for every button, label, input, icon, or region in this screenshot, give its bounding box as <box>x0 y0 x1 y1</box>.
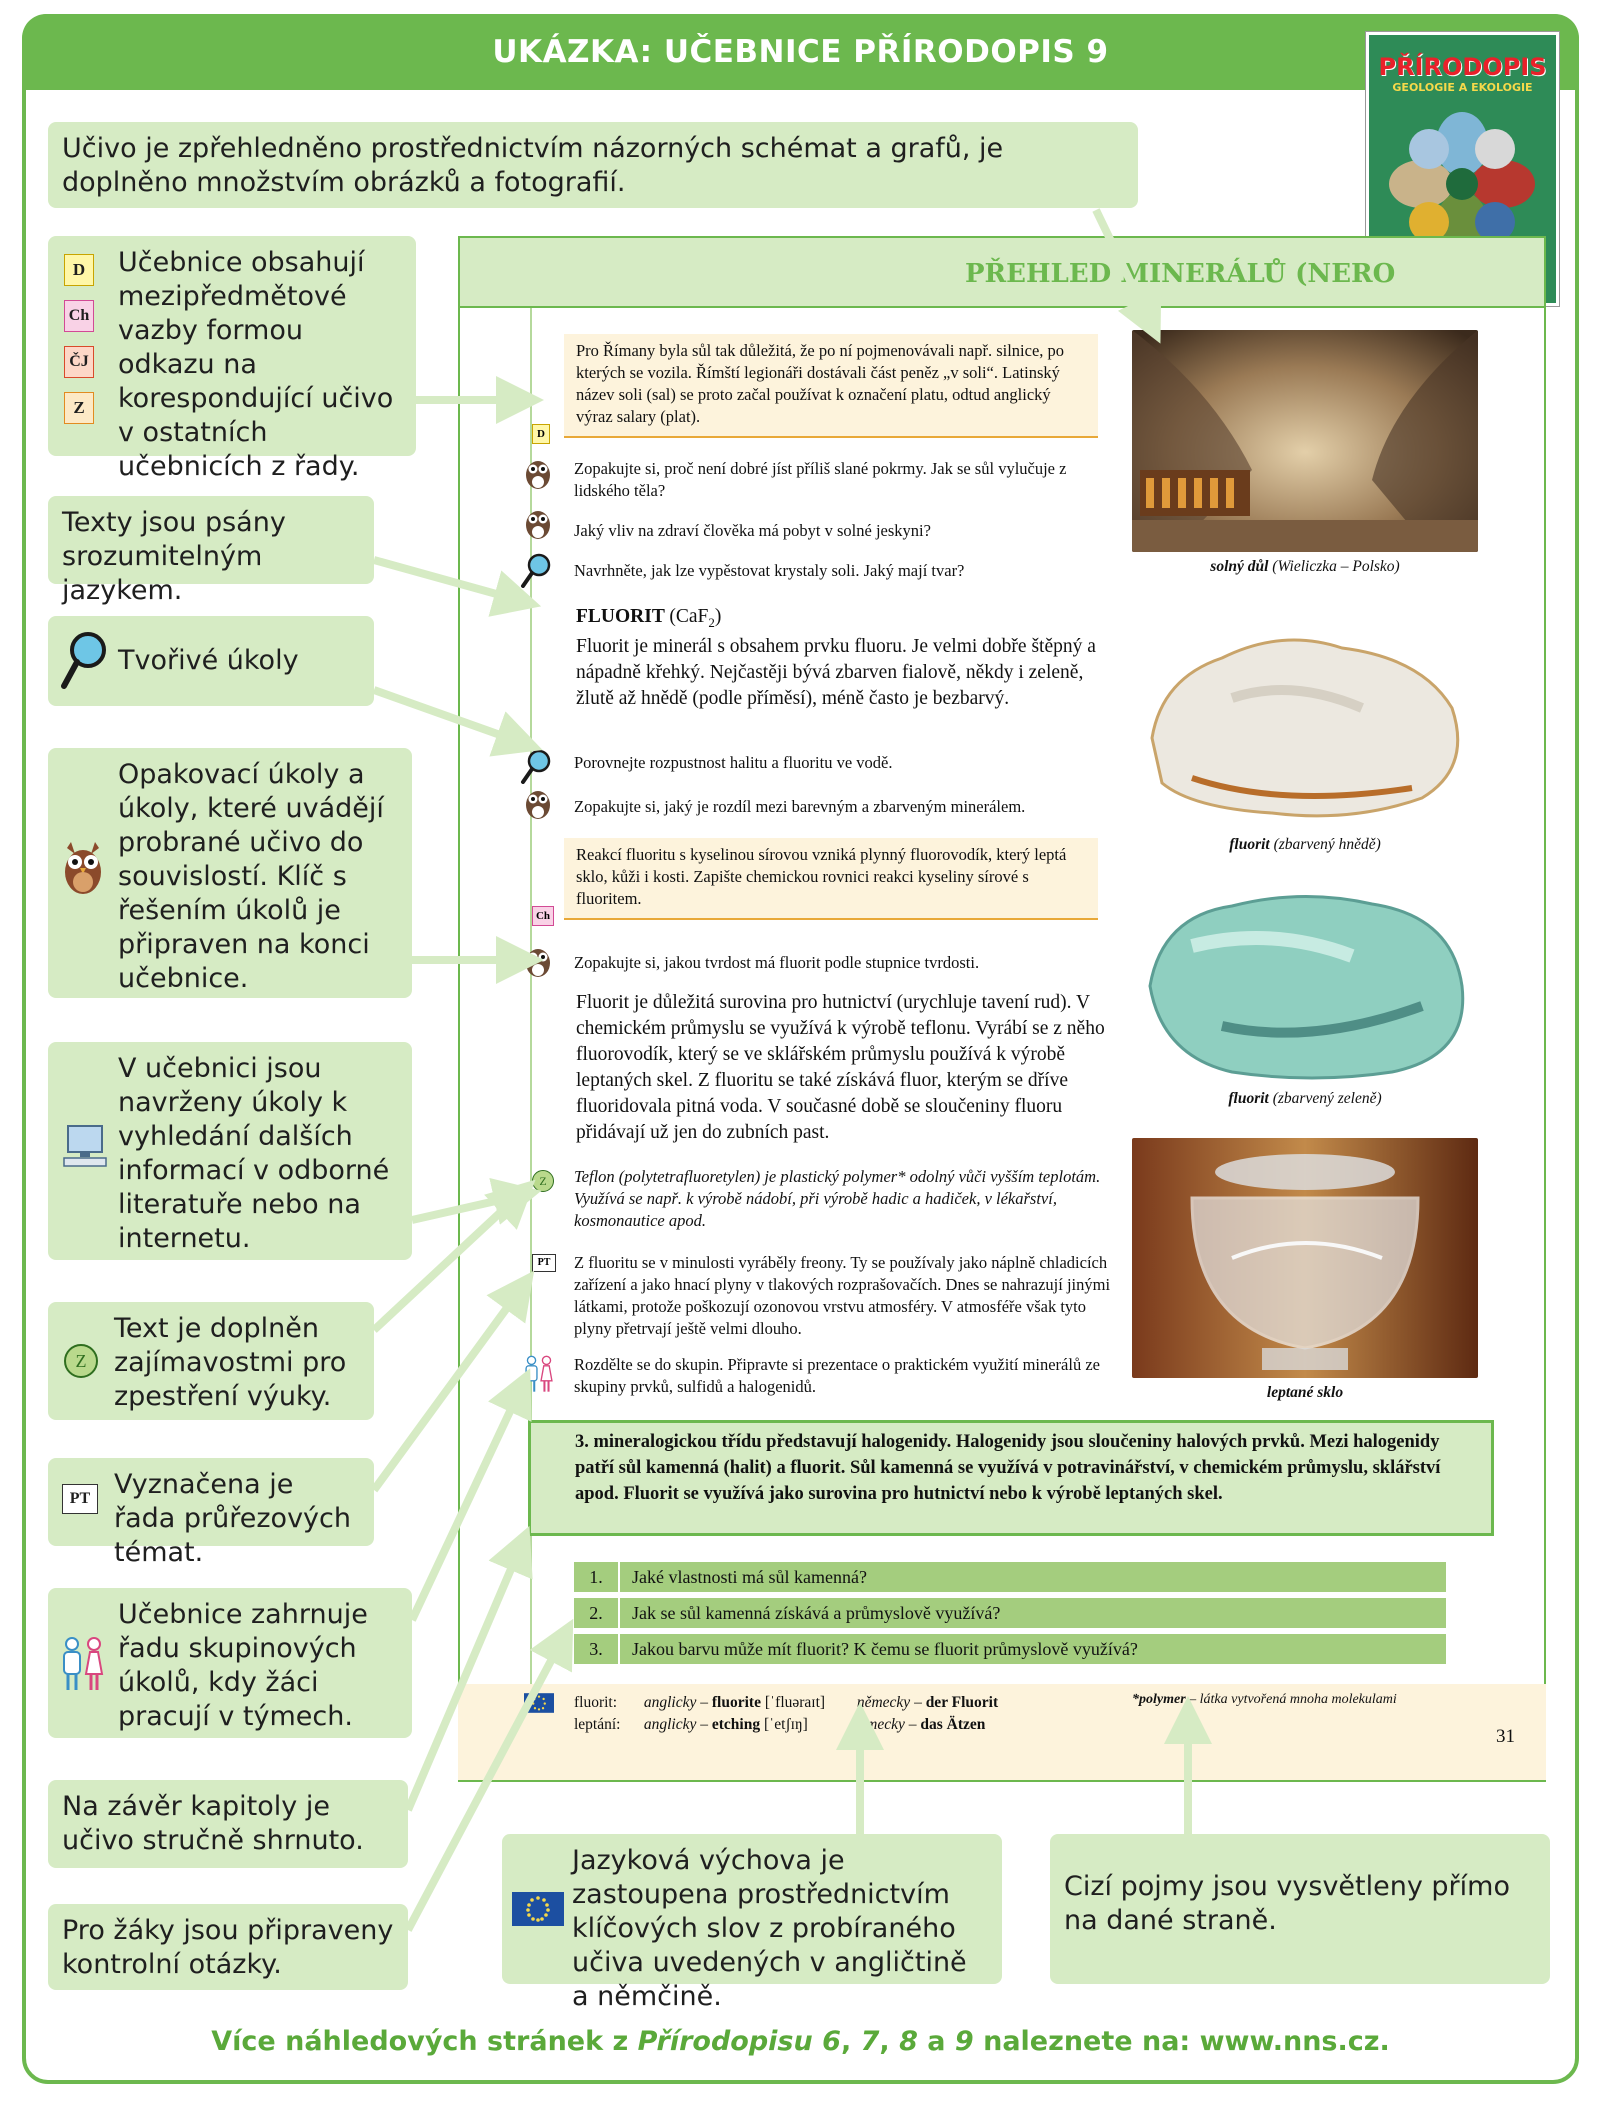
footer-link: naleznete na: www.nns.cz. <box>973 2026 1390 2057</box>
callout-interesting-text: Text je doplněn zajímavostmi pro zpestření výuky. <box>114 1313 347 1412</box>
question-1: Zopakujte si, proč není dobré jíst příliš slané pokrmy. Jak se sůl vylučuje z lidského těla? <box>574 459 1067 500</box>
ch-icon: Ch <box>64 300 94 332</box>
freony-note: Z fluoritu se v minulosti vyráběly freony. Ty se používaly jako náplně chladicích zařízení a jako hnací plyny v tlakových rozprašovačích. Dnes se nahrazují jinými látkami, protože poškozují ozonovou vrstvu atmosféry. V atmosféře však tyto plyny přetrvají ještě velmi dlouho. <box>574 1253 1111 1338</box>
control-question-text: Jaké vlastnosti má sůl kamenná? <box>632 1567 867 1587</box>
footer-grade: 9 <box>954 2026 974 2057</box>
d-icon: D <box>532 424 550 444</box>
vocab-de-word: der Fluorit <box>925 1694 999 1711</box>
callout-search-text: V učebnici jsou navrženy úkoly k vyhledání dalších informací v odborné literatuře nebo na internetu. <box>118 1053 390 1254</box>
arrow-topics <box>374 1290 520 1490</box>
callout-control-text: Pro žáky jsou připraveny kontrolní otázky. <box>62 1915 394 1980</box>
footer-sep: a <box>917 2026 955 2057</box>
vocab-ipa: [ˈetʃɪŋ] <box>763 1716 808 1733</box>
cover-subtitle: GEOLOGIE A EKOLOGIE <box>1392 81 1533 94</box>
caption-bold: leptané sklo <box>1266 1384 1344 1401</box>
note-chemistry: Reakcí fluoritu s kyselinou sírovou vzniká plynný fluorovodík, který leptá sklo, kůži i kosti. Zapište chemickou rovnici reakci kyseliny sírové s fluoritem. <box>564 838 1098 920</box>
chapter-summary: 3. mineralogickou třídu představují halogenidy. Halogenidy jsou sloučeniny halových prvků. Mezi halogenidy patří sůl kamenná (halit) a fluorit. Sůl kamenná se využívá v potravinářství, v chemickém průmyslu, sklářství apod. Fluorit se využívá jako surovina pro hutnictví nebo k výrobě leptaných skel. <box>528 1420 1494 1536</box>
control-question-number: 1. <box>574 1562 620 1592</box>
d-icon: D <box>64 254 94 286</box>
question-5: Zopakujte si, jaký je rozdíl mezi barevným a zbarveným minerálem. <box>574 797 1026 816</box>
fluorit-title: FLUORIT <box>576 606 665 627</box>
callout-topics-text: Vyznačena je řada průřezových témat. <box>114 1469 351 1568</box>
arrow-creative <box>374 690 520 742</box>
callout-creative-text: Tvořivé úkoly <box>118 645 299 676</box>
footer-sep: , <box>879 2026 900 2057</box>
callout-group-text: Učebnice zahrnuje řadu skupinových úkolů, kdy žáci pracují v týmech. <box>118 1599 368 1732</box>
vocab-dash: – <box>908 1716 917 1733</box>
question-3: Navrhněte, jak lze vypěstovat krystaly soli. Jaký mají tvar? <box>574 561 965 580</box>
fluorit-uses: Fluorit je důležitá surovina pro hutnictví (urychluje tavení rud). V chemickém průmyslu se využívá k výrobě teflonu. Vyrábí se z něho fluorovodík, který se ve sklářském průmyslu používá k výrobě leptaných skel. Z fluoritu se také získává fluor, kterým se dříve fluoridovala pitná voda. V současné době se sloučeniny fluoru přidávají už jen do zubních past. <box>576 992 1105 1143</box>
caption-italic: (zbarvený zeleně) <box>1272 1090 1382 1107</box>
page-number: 31 <box>1496 1726 1515 1747</box>
pt-icon: PT <box>532 1254 556 1272</box>
footer-note <box>22 2026 1579 2066</box>
question-2: Jaký vliv na zdraví člověka má pobyt v solné jeskyni? <box>574 521 931 540</box>
z-circle-icon: Z <box>64 1344 98 1378</box>
z-icon: Z <box>64 392 94 424</box>
question-4: Porovnejte rozpustnost halitu a fluoritu ve vodě. <box>574 753 893 772</box>
footnote-text: – látka vytvořená mnoha molekulami <box>1189 1692 1397 1707</box>
caption-italic: (Wieliczka – Polsko) <box>1272 558 1400 575</box>
textbook-page-header: PŘEHLED MINERÁLŮ (NERO <box>458 236 1546 308</box>
control-question-text: Jakou barvu může mít fluorit? K čemu se fluorit průmyslově využívá? <box>632 1639 1138 1659</box>
groupwork-task: Rozdělte se do skupin. Připravte si prezentace o praktickém využití minerálů ze skupiny prvků, sulfidů a halogenidů. <box>574 1355 1100 1396</box>
vocab-term: fluorit: <box>574 1694 618 1711</box>
caption-italic: (zbarvený hnědě) <box>1273 836 1381 853</box>
caption-bold: fluorit <box>1228 1090 1269 1107</box>
arrow-overview <box>1096 210 1150 322</box>
ch-icon: Ch <box>532 906 554 926</box>
callout-overview-text: Učivo je zpřehledněno prostřednictvím názorných schémat a grafů, je doplněno množstvím obrázků a fotografií. <box>62 133 1004 198</box>
callout-terms-text: Cizí pojmy jsou vysvětleny přímo na dané straně. <box>1064 1871 1510 1936</box>
vocab-de-word: das Ätzen <box>920 1716 986 1733</box>
fluorit-formula: (CaF <box>669 606 709 627</box>
callout-foreign-language-text: Jazyková výchova je zastoupena prostřednictvím klíčových slov z probíraného učiva uvedených v angličtině a němčině. <box>572 1845 967 2012</box>
pt-icon: PT <box>62 1484 98 1514</box>
fluorit-formula-close: ) <box>714 606 722 627</box>
fluorit-formula-sub: 2 <box>708 614 715 630</box>
footnote-term: *polymer <box>1132 1692 1186 1707</box>
control-question-number: 2. <box>574 1598 620 1628</box>
vocab-en-word: fluorite <box>711 1694 761 1711</box>
vocab-en-word: etching <box>711 1716 761 1733</box>
z-circle-icon: Z <box>532 1170 554 1192</box>
note-history: Pro Římany byla sůl tak důležitá, že po ní pojmenovávali např. silnice, po kterých se vozila. Římští legionáři dostávali část peněz „v soli“. Latinský název soli (sal) se proto začal používat k označení platu, odtud anglický výraz salary (plat). <box>564 334 1098 438</box>
fluorit-description: Fluorit je minerál s obsahem prvku fluoru. Je velmi dobře štěpný a nápadně křehký. Nejčastěji bývá zbarven fialově, někdy i zeleně, žlutě až hnědě (podle příměsí), méně často je bezbarvý. <box>576 636 1096 709</box>
vocab-ipa: [ˈfluəraɪt] <box>764 1694 826 1711</box>
teflon-note: Teflon (polytetrafluoretylen) je plastický polymer* odolný vůči vyšším teplotám. Využívá se např. k výrobě nádobí, při výrobě hadic a hadiček, v lékařství, kosmonautice apod. <box>574 1167 1101 1230</box>
cover-title: PŘÍRODOPIS <box>1378 53 1547 81</box>
question-6: Zopakujte si, jakou tvrdost má fluorit podle stupnice tvrdosti. <box>574 953 980 972</box>
vocab-term: leptání: <box>574 1716 621 1733</box>
control-question-text: Jak se sůl kamenná získává a průmyslově využívá? <box>632 1603 1001 1623</box>
vocab-dash: – <box>914 1694 922 1711</box>
arrow-control <box>408 1640 562 1930</box>
vocab-dash: – <box>700 1694 709 1711</box>
callout-interdisciplinary-text: Učebnice obsahují mezipředmětové vazby formou odkazu na korespondující učivo v ostatních učebnicích z řady. <box>118 247 394 482</box>
vocab-lang-en: anglicky <box>643 1694 697 1711</box>
callout-language-text: Texty jsou psány srozumitelným jazykem. <box>62 507 286 606</box>
callout-review-text: Opakovací úkoly a úkoly, které uvádějí probrané učivo do souvislostí. Klíč s řešením úkolů je připraven na konci učebnice. <box>118 759 384 994</box>
arrow-language <box>374 560 518 600</box>
footer-book: Přírodopisu <box>637 2026 813 2057</box>
footer-grade: 6 <box>822 2026 841 2057</box>
vocab-lang-de: německy <box>851 1716 905 1733</box>
vocab-lang-de: německy <box>856 1694 911 1711</box>
page-title: UKÁZKA: UČEBNICE PŘÍRODOPIS 9 <box>22 14 1579 90</box>
cj-icon: ČJ <box>64 346 94 378</box>
footer-sep: , <box>840 2026 861 2057</box>
footer-grade: 8 <box>899 2026 918 2057</box>
control-question-number: 3. <box>574 1634 620 1664</box>
callout-summary-text: Na závěr kapitoly je učivo stručně shrnuto. <box>62 1791 364 1856</box>
caption-bold: fluorit <box>1229 836 1270 853</box>
footer-text: Více náhledových stránek z <box>211 2026 638 2057</box>
footer-grade: 7 <box>860 2026 880 2057</box>
vocab-lang-en: anglicky <box>643 1716 697 1733</box>
vocab-dash: – <box>700 1716 709 1733</box>
caption-bold: solný důl <box>1210 558 1269 575</box>
